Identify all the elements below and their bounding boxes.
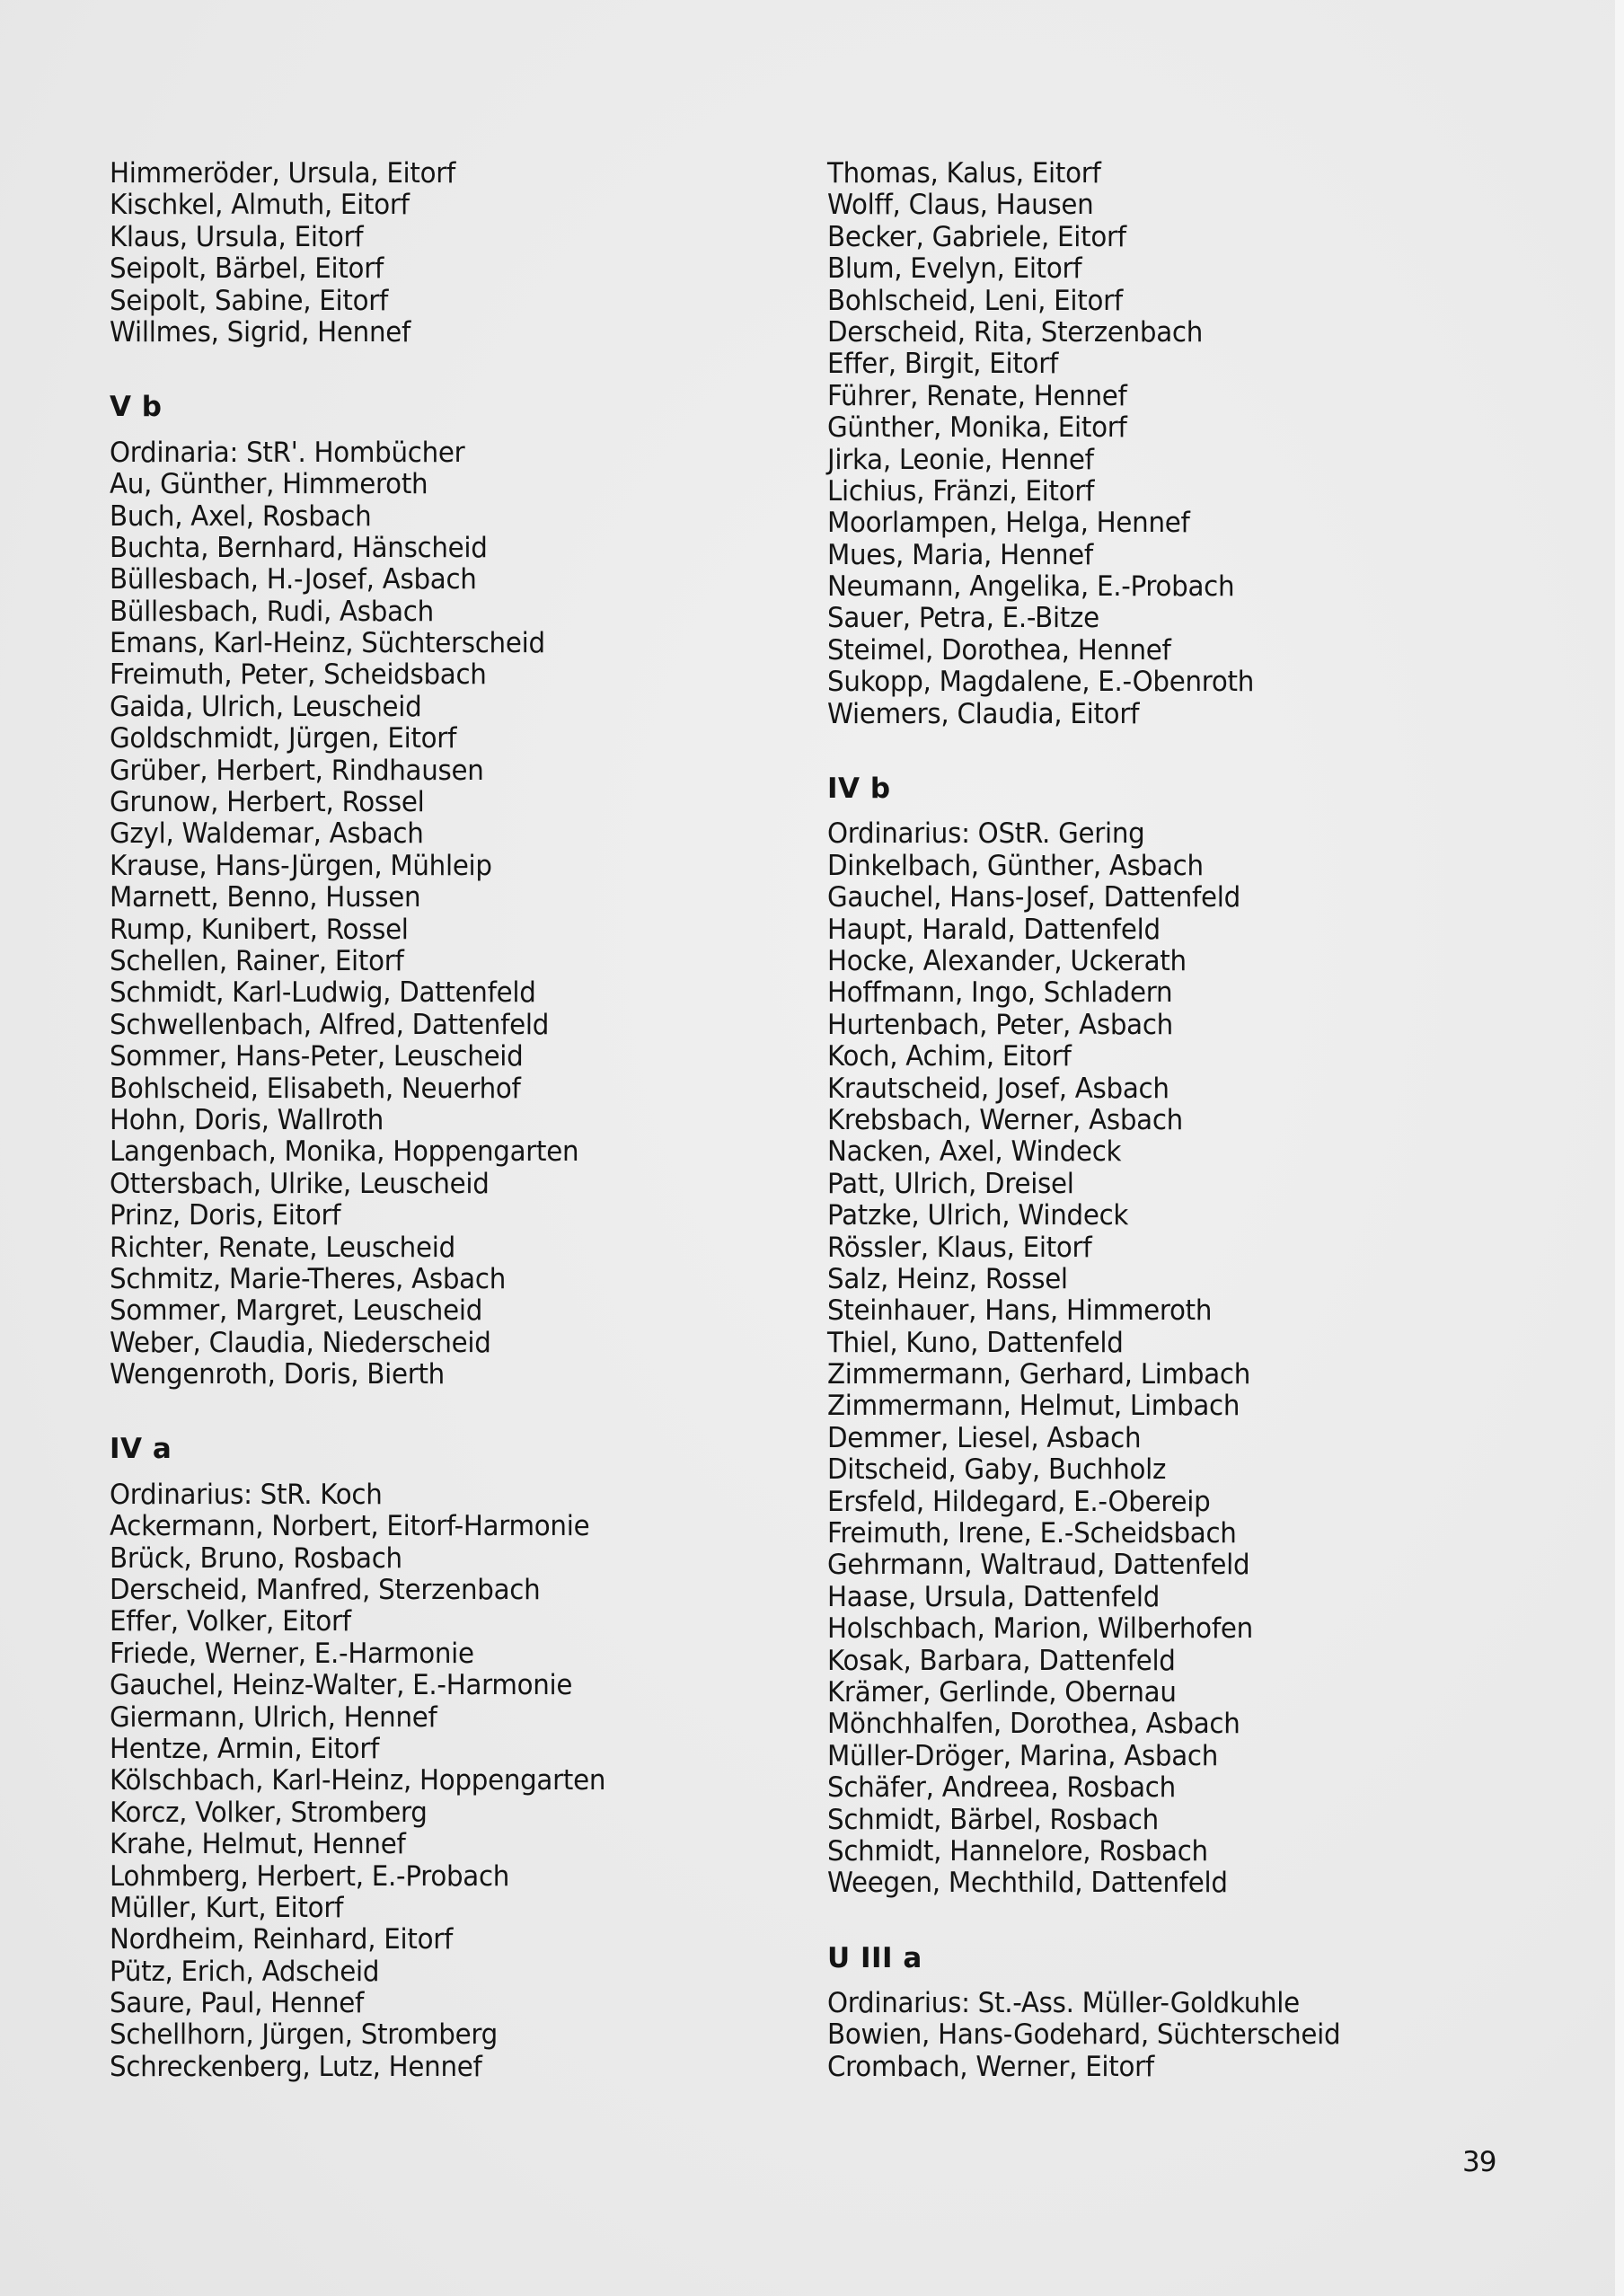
page-number: 39 [1462,2146,1496,2178]
list-entry: Gauchel, Heinz-Walter, E.-Harmonie [110,1669,573,1702]
list-entry: Krause, Hans-Jürgen, Mühleip [110,849,492,882]
list-entry: Sommer, Hans-Peter, Leuscheid [110,1040,524,1073]
list-entry: Sauer, Petra, E.-Bitze [827,602,1099,635]
list-entry: Dinkelbach, Günther, Asbach [827,849,1204,882]
list-entry: Jirka, Leonie, Hennef [827,443,1094,476]
list-entry: Krämer, Gerlinde, Obernau [827,1675,1177,1709]
list-entry: Zimmermann, Helmut, Limbach [827,1390,1240,1423]
list-entry: Führer, Renate, Hennef [827,379,1127,412]
class-heading: V b [110,391,163,424]
list-entry: Koch, Achim, Eitorf [827,1040,1072,1073]
list-entry: Patt, Ulrich, Dreisel [827,1167,1074,1200]
list-entry: Crombach, Werner, Eitorf [827,2050,1154,2083]
list-entry: Steimel, Dorothea, Hennef [827,633,1171,667]
list-entry: Nordheim, Reinhard, Eitorf [110,1923,454,1956]
student-list [827,851,1510,1900]
list-entry: Freimuth, Irene, E.-Scheidsbach [827,1517,1237,1550]
list-entry: Rössler, Klaus, Eitorf [827,1231,1092,1264]
list-entry: Bowien, Hans-Godehard, Süchterscheid [827,2018,1341,2052]
student-list [110,1511,792,2083]
list-entry: Korcz, Volker, Stromberg [110,1796,428,1829]
list-entry: Grunow, Herbert, Rossel [110,786,425,819]
right-intro-list [827,158,1510,730]
list-entry: Derscheid, Rita, Sterzenbach [827,315,1204,349]
list-entry: Effer, Birgit, Eitorf [827,348,1058,381]
list-entry: Hoffmann, Ingo, Schladern [827,976,1173,1010]
list-entry: Himmeröder, Ursula, Eitorf [110,157,456,190]
class-teacher: Ordinarius: OStR. Gering [827,817,1145,851]
list-entry: Effer, Volker, Eitorf [110,1605,351,1638]
list-entry: Goldschmidt, Jürgen, Eitorf [110,722,457,755]
list-entry: Krautscheid, Josef, Asbach [827,1072,1169,1105]
list-entry: Holschbach, Marion, Wilberhofen [827,1612,1253,1646]
list-entry: Wengenroth, Doris, Bierth [110,1358,445,1391]
class-teacher: Ordinaria: StR'. Hombücher [110,436,465,469]
list-entry: Steinhauer, Hans, Himmeroth [827,1294,1213,1328]
list-entry: Schäfer, Andreea, Rosbach [827,1771,1176,1805]
list-entry: Gauchel, Hans-Josef, Dattenfeld [827,881,1240,914]
list-entry: Seipolt, Bärbel, Eitorf [110,252,384,286]
list-entry: Schwellenbach, Alfred, Dattenfeld [110,1008,550,1041]
list-entry: Ackermann, Norbert, Eitorf-Harmonie [110,1510,590,1543]
list-entry: Schmidt, Bärbel, Rosbach [827,1803,1159,1836]
list-entry: Richter, Renate, Leuscheid [110,1231,455,1264]
list-entry: Haase, Ursula, Dattenfeld [827,1580,1161,1613]
list-entry: Thomas, Kalus, Eitorf [827,157,1101,190]
list-entry: Ditscheid, Gaby, Buchholz [827,1453,1167,1487]
list-entry: Neumann, Angelika, E.-Probach [827,570,1235,604]
list-entry: Hentze, Armin, Eitorf [110,1732,380,1765]
list-entry: Patzke, Ulrich, Windeck [827,1199,1129,1232]
list-entry: Willmes, Sigrid, Hennef [110,315,411,349]
list-entry: Salz, Heinz, Rossel [827,1262,1068,1295]
class-heading: IV a [110,1433,172,1466]
list-entry: Prinz, Doris, Eitorf [110,1199,341,1232]
list-entry: Saure, Paul, Hennef [110,1987,365,2020]
class-heading: IV b [827,773,891,806]
list-entry: Klaus, Ursula, Eitorf [110,220,364,253]
list-entry: Krebsbach, Werner, Asbach [827,1103,1183,1136]
list-entry: Buch, Axel, Rosbach [110,499,372,533]
list-entry: Grüber, Herbert, Rindhausen [110,754,484,787]
student-list [110,469,792,1391]
list-entry: Thiel, Kuno, Dattenfeld [827,1326,1124,1359]
student-list [827,2019,1510,2083]
list-entry: Wiemers, Claudia, Eitorf [827,697,1140,730]
list-entry: Haupt, Harald, Dattenfeld [827,913,1161,946]
list-entry: Bohlscheid, Leni, Eitorf [827,284,1123,317]
list-entry: Buchta, Bernhard, Hänscheid [110,531,488,564]
list-entry: Lohmberg, Herbert, E.-Probach [110,1859,510,1893]
list-entry: Kölschbach, Karl-Heinz, Hoppengarten [110,1764,606,1797]
list-entry: Giermann, Ulrich, Hennef [110,1700,437,1734]
list-entry: Büllesbach, H.-Josef, Asbach [110,563,477,596]
class-section-iv-a [110,1434,792,2083]
list-entry: Mues, Maria, Hennef [827,538,1093,571]
list-entry: Ottersbach, Ulrike, Leuscheid [110,1167,490,1200]
class-section-iv-b [827,773,1510,1900]
list-entry: Sukopp, Magdalene, E.-Obenroth [827,666,1255,699]
list-entry: Schmidt, Karl-Ludwig, Dattenfeld [110,976,536,1010]
list-entry: Moorlampen, Helga, Hennef [827,507,1190,540]
list-entry: Schmitz, Marie-Theres, Asbach [110,1262,506,1295]
list-entry: Schellhorn, Jürgen, Stromberg [110,2018,498,2052]
list-entry: Bohlscheid, Elisabeth, Neuerhof [110,1072,521,1105]
list-entry: Hohn, Doris, Wallroth [110,1103,384,1136]
list-entry: Weegen, Mechthild, Dattenfeld [827,1867,1228,1900]
list-entry: Kischkel, Almuth, Eitorf [110,189,410,222]
list-entry: Günther, Monika, Eitorf [827,411,1127,445]
left-column [110,158,792,2083]
list-entry: Schreckenberg, Lutz, Hennef [110,2050,482,2083]
list-entry: Ersfeld, Hildegard, E.-Obereip [827,1485,1211,1518]
list-entry: Wolff, Claus, Hausen [827,189,1094,222]
class-heading: U III a [827,1941,922,1974]
list-entry: Hurtenbach, Peter, Asbach [827,1008,1173,1041]
list-entry: Brück, Bruno, Rosbach [110,1541,402,1575]
list-entry: Lichius, Fränzi, Eitorf [827,474,1095,508]
list-entry: Gaida, Ulrich, Leuscheid [110,690,422,723]
list-entry: Langenbach, Monika, Hoppengarten [110,1135,579,1169]
list-entry: Büllesbach, Rudi, Asbach [110,595,434,628]
list-entry: Derscheid, Manfred, Sterzenbach [110,1574,541,1607]
list-entry: Becker, Gabriele, Eitorf [827,220,1126,253]
list-entry: Blum, Evelyn, Eitorf [827,252,1082,286]
list-entry: Gzyl, Waldemar, Asbach [110,817,424,851]
list-entry: Freimuth, Peter, Scheidsbach [110,658,487,692]
list-entry: Kosak, Barbara, Dattenfeld [827,1644,1176,1677]
list-entry: Hocke, Alexander, Uckerath [827,944,1187,977]
class-section-u-iii-a [827,1943,1510,2084]
class-teacher: Ordinarius: St.-Ass. Müller-Goldkuhle [827,1987,1300,2020]
list-entry: Müller, Kurt, Eitorf [110,1891,344,1924]
list-entry: Demmer, Liesel, Asbach [827,1421,1142,1454]
list-entry: Emans, Karl-Heinz, Süchterscheid [110,627,545,660]
list-entry: Müller-Dröger, Marina, Asbach [827,1739,1219,1772]
list-entry: Pütz, Erich, Adscheid [110,1955,380,1988]
list-entry: Krahe, Helmut, Hennef [110,1828,406,1861]
page-edge [1615,0,1624,2296]
list-entry: Friede, Werner, E.-Harmonie [110,1637,474,1670]
class-section-v-b [110,392,792,1391]
list-entry: Schellen, Rainer, Eitorf [110,944,404,977]
class-teacher: Ordinarius: StR. Koch [110,1478,383,1511]
list-entry: Rump, Kunibert, Rossel [110,913,409,946]
left-intro-list [110,158,792,349]
list-entry: Au, Günther, Himmeroth [110,468,428,501]
list-entry: Schmidt, Hannelore, Rosbach [827,1834,1208,1868]
list-entry: Sommer, Margret, Leuscheid [110,1294,483,1328]
list-entry: Zimmermann, Gerhard, Limbach [827,1358,1251,1391]
list-entry: Weber, Claudia, Niederscheid [110,1326,491,1359]
right-column [827,158,1510,2083]
list-entry: Marnett, Benno, Hussen [110,881,421,914]
list-entry: Gehrmann, Waltraud, Dattenfeld [827,1549,1250,1582]
list-entry: Nacken, Axel, Windeck [827,1135,1122,1169]
list-entry: Mönchhalfen, Dorothea, Asbach [827,1708,1240,1741]
list-entry: Seipolt, Sabine, Eitorf [110,284,389,317]
